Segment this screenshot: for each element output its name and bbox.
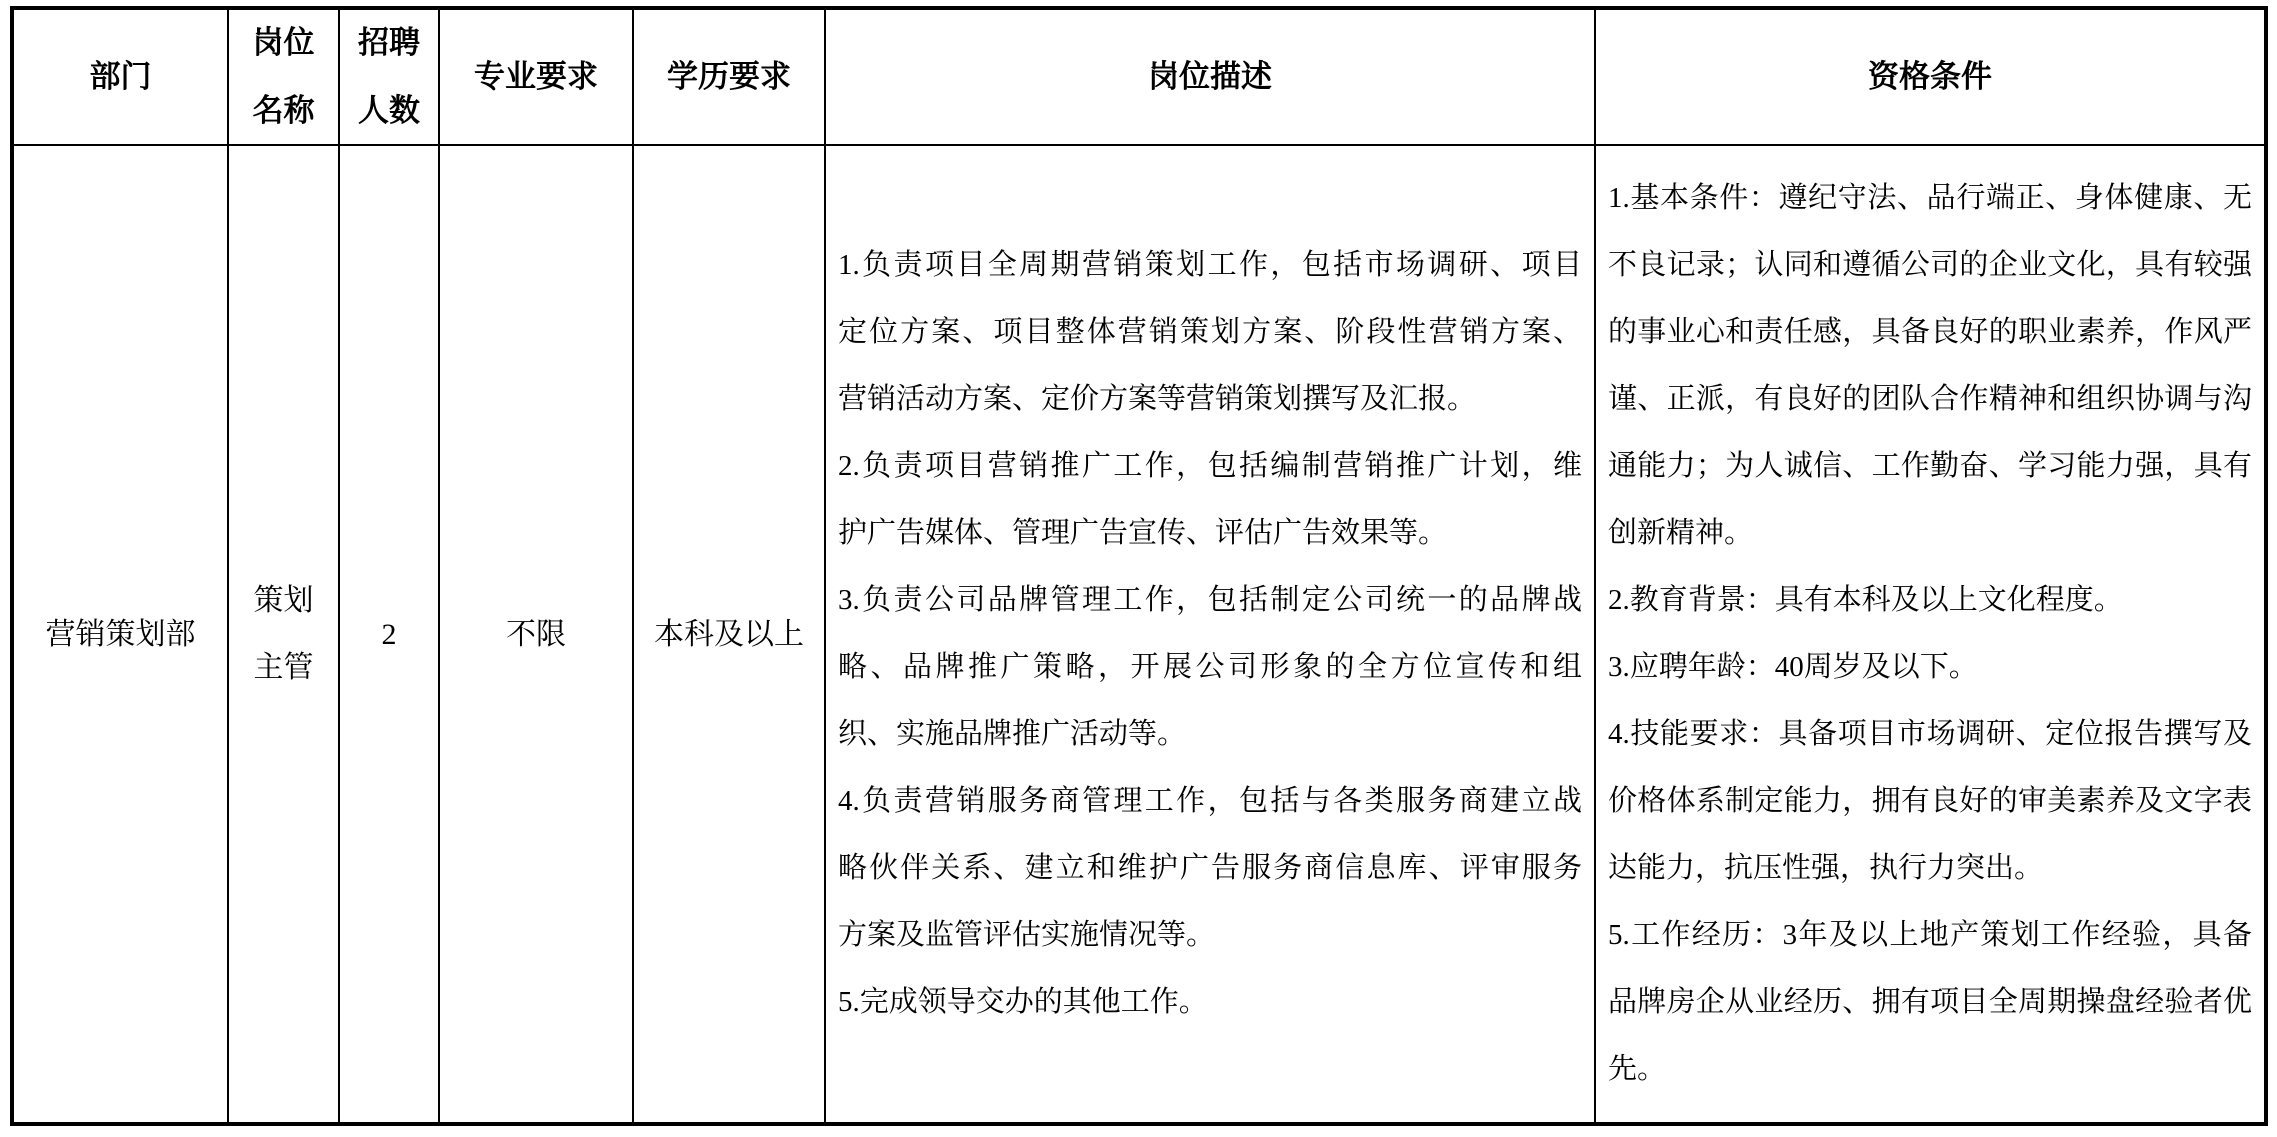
text-line: 谨、正派，有良好的团队合作精神和组织协调与沟 bbox=[1608, 383, 2252, 415]
text-line: 岗位描述 bbox=[1148, 59, 1272, 94]
paragraph bbox=[838, 232, 1582, 433]
text-line: 定位方案、项目整体营销策划方案、阶段性营销方案、 bbox=[838, 316, 1582, 348]
text-line: 1.基本条件：遵纪守法、品行端正、身体健康、无 bbox=[1608, 182, 2252, 214]
text-line: 主管 bbox=[253, 651, 314, 684]
text-line: 2.教育背景：具有本科及以上文化程度。 bbox=[1608, 584, 2123, 616]
text-line: 人数 bbox=[358, 93, 420, 128]
paragraph bbox=[1608, 165, 2252, 567]
text-line: 3.应聘年龄：40周岁及以下。 bbox=[1608, 651, 1978, 683]
text-line: 部门 bbox=[89, 59, 152, 94]
cell-major-requirement: 不限 bbox=[440, 146, 634, 1122]
cell-job-description bbox=[826, 146, 1596, 1122]
text-line: 5.完成领导交办的其他工作。 bbox=[838, 986, 1208, 1018]
text-line: 3.负责公司品牌管理工作，包括制定公司统一的品牌战 bbox=[838, 584, 1582, 616]
text-line: 4.技能要求：具备项目市场调研、定位报告撰写及 bbox=[1608, 718, 2252, 750]
cell-education-requirement: 本科及以上 bbox=[634, 146, 826, 1122]
paragraph bbox=[838, 969, 1582, 1036]
header-job-description bbox=[826, 10, 1596, 146]
header-position-name bbox=[229, 10, 340, 146]
text-line: 策划 bbox=[253, 584, 314, 617]
paragraph bbox=[838, 433, 1582, 567]
paragraph bbox=[1608, 902, 2252, 1103]
text-line: 4.负责营销服务商管理工作，包括与各类服务商建立战 bbox=[838, 785, 1582, 817]
text-line: 达能力，抗压性强，执行力突出。 bbox=[1608, 852, 2044, 884]
paragraph bbox=[838, 567, 1582, 768]
text-line: 护广告媒体、管理广告宣传、评估广告效果等。 bbox=[838, 517, 1448, 549]
text-line: 品牌房企从业经历、拥有项目全周期操盘经验者优 bbox=[1608, 986, 2252, 1018]
text-line: 学历要求 bbox=[667, 59, 791, 94]
paragraph bbox=[1608, 567, 2252, 634]
text-line: 略、品牌推广策略，开展公司形象的全方位宣传和组 bbox=[838, 651, 1582, 683]
text-line: 2.负责项目营销推广工作，包括编制营销推广计划，维 bbox=[838, 450, 1582, 482]
cell-qualifications bbox=[1596, 146, 2264, 1122]
text-line: 专业要求 bbox=[474, 59, 598, 94]
text-line: 5.工作经历：3年及以上地产策划工作经验，具备 bbox=[1608, 919, 2252, 951]
header-education-requirement bbox=[634, 10, 826, 146]
text-line: 资格条件 bbox=[1868, 59, 1992, 94]
text-line: 织、实施品牌推广活动等。 bbox=[838, 718, 1187, 750]
paragraph bbox=[838, 768, 1582, 969]
text-line: 先。 bbox=[1608, 1053, 1667, 1085]
paragraph bbox=[1608, 634, 2252, 701]
text-line: 营销活动方案、定价方案等营销策划撰写及汇报。 bbox=[838, 383, 1477, 415]
text-line: 的事业心和责任感，具备良好的职业素养，作风严 bbox=[1608, 316, 2252, 348]
header-qualifications bbox=[1596, 10, 2264, 146]
text-line: 创新精神。 bbox=[1608, 517, 1754, 549]
text-line: 名称 bbox=[252, 93, 315, 128]
text-line: 不良记录；认同和遵循公司的企业文化，具有较强 bbox=[1608, 249, 2252, 281]
header-major-requirement bbox=[440, 10, 634, 146]
header-headcount bbox=[340, 10, 440, 146]
text-line: 方案及监管评估实施情况等。 bbox=[838, 919, 1216, 951]
cell-department: 营销策划部 bbox=[14, 146, 229, 1122]
text-line: 岗位 bbox=[252, 25, 315, 60]
cell-position-name bbox=[229, 146, 340, 1122]
text-line: 略伙伴关系、建立和维护广告服务商信息库、评审服务 bbox=[838, 852, 1582, 884]
text-line: 1.负责项目全周期营销策划工作，包括市场调研、项目 bbox=[838, 249, 1582, 281]
text-line: 价格体系制定能力，拥有良好的审美素养及文字表 bbox=[1608, 785, 2252, 817]
recruitment-table bbox=[10, 6, 2268, 1126]
text-line: 通能力；为人诚信、工作勤奋、学习能力强，具有 bbox=[1608, 450, 2252, 482]
cell-headcount: 2 bbox=[340, 146, 440, 1122]
header-department bbox=[14, 10, 229, 146]
text-line: 招聘 bbox=[358, 25, 420, 60]
paragraph bbox=[1608, 701, 2252, 902]
